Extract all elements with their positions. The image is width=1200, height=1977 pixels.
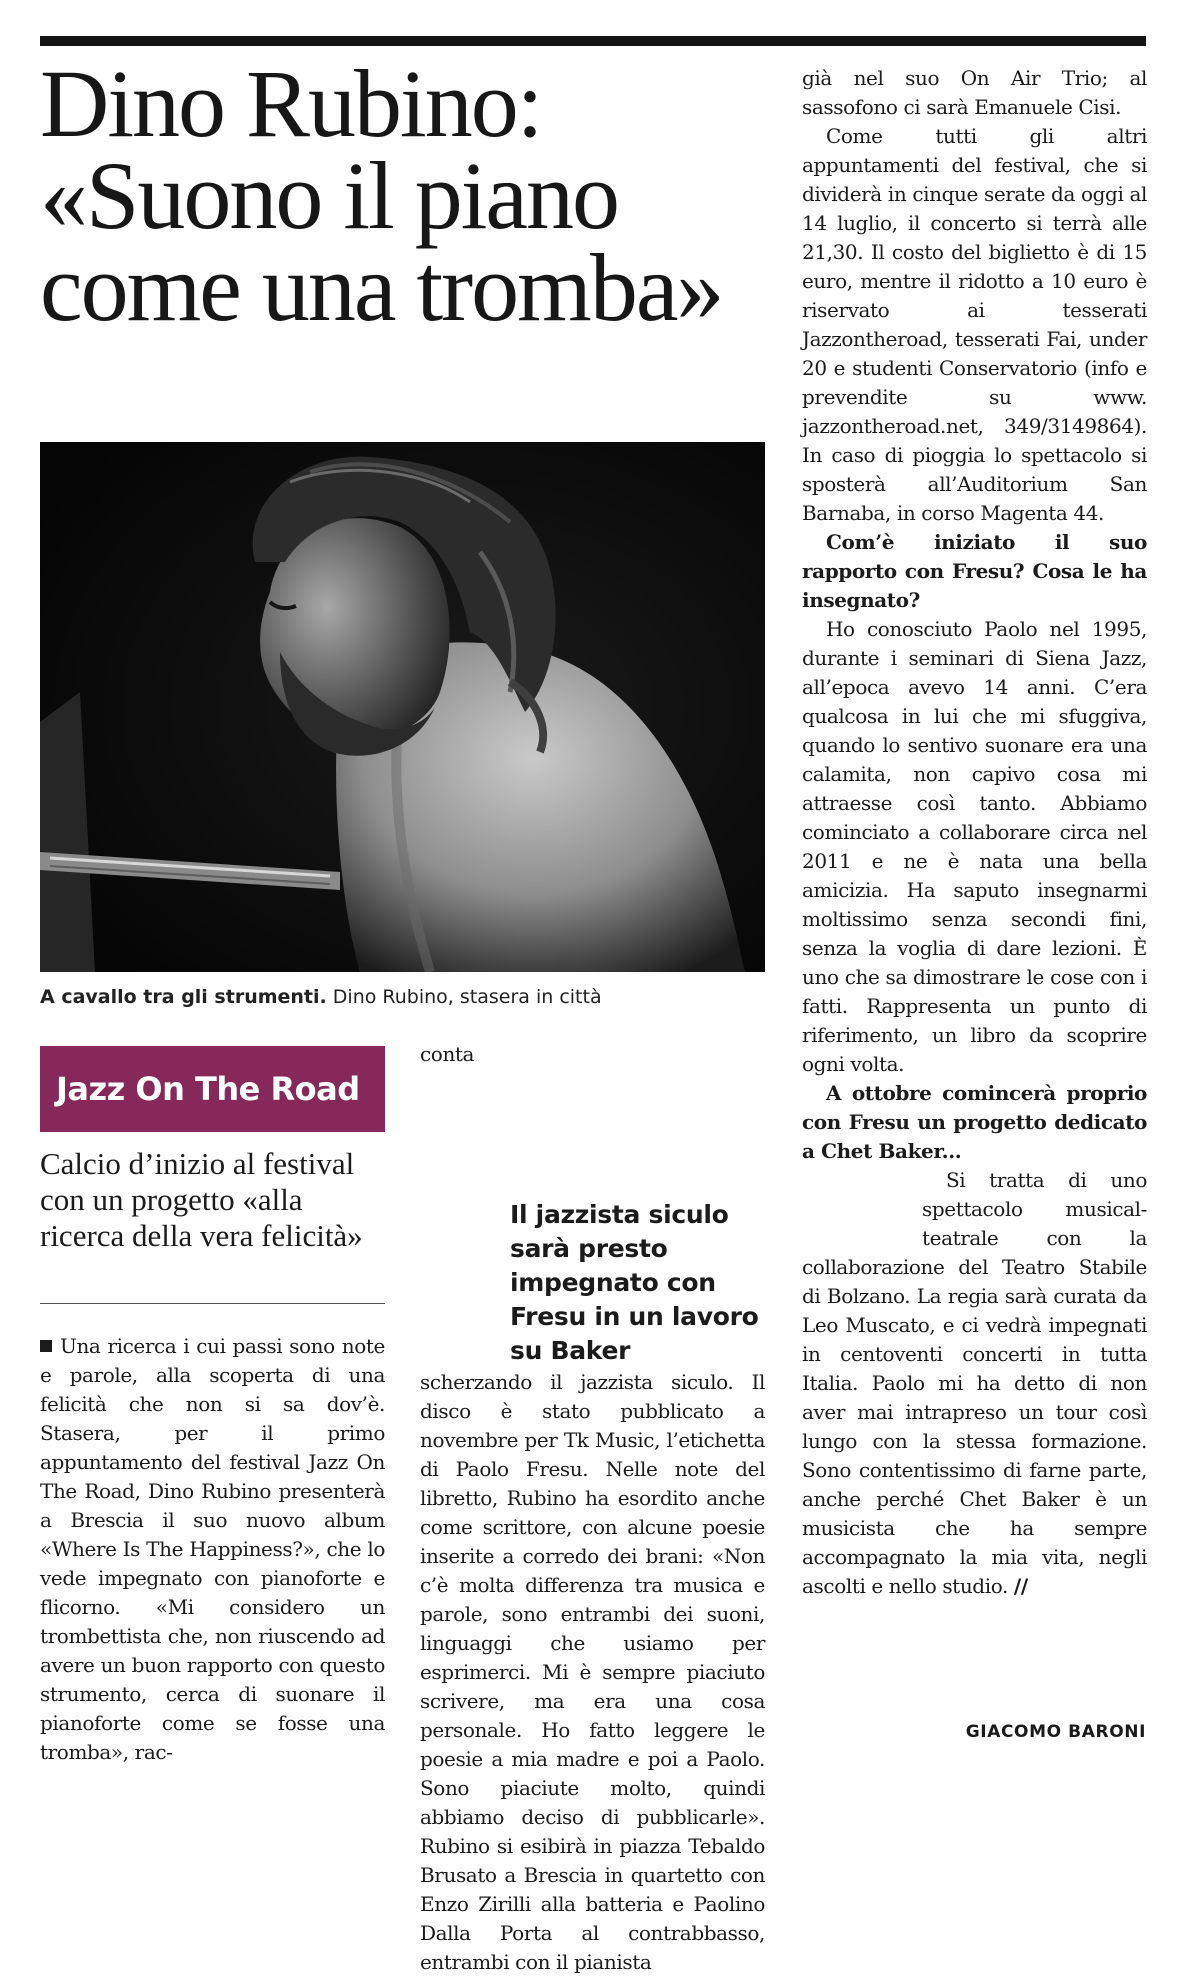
byline: GIACOMO BARONI [965,1722,1146,1742]
deck-subheadline: Calcio d’inizio al festival con un progetto «alla ricerca della vera felicità» [40,1146,363,1253]
headline-line-1: Dino Rubino: [40,50,542,157]
interview-question: A ottobre comincerà proprio con Fresu un progetto dedicato a Chet Baker... [802,1081,1147,1163]
headline-line-2: «Suono il piano [40,142,619,249]
article-paragraph-text: Una ricerca i cui passi sono note e parole, alla scoperta di una felicità che non si sa dov’è. Stasera, per il primo appuntamento del festival Jazz On The Road, Dino Rubino presenterà a Brescia il suo nuovo album «Where Is The Happiness?», che lo vede impegnato con pianoforte e flicorno. «Mi considero un trombettista che, non riuscendo ad avere un buon rapporto con questo strumento, cerca di suonare il pianoforte come se fosse una tromba», rac- [40,1334,385,1764]
article-paragraph: conta scherzando il jazzista siculo. Il disco è stato pubblicato a novembre per Tk Music, l’etichetta di Paolo Fresu. Nelle note del libretto, Rubino ha esordito anche come scrittore, con alcune poesie inserite a corredo dei brani: «Non c’è molta differenza tra musica e parole, sono entrambi dei suoni, linguaggi che usiamo per esprimerci. Mi è sempre piaciuto scrivere, ma era una cosa personale. Ho fatto leggere le poesie a mia madre e poi a Paolo. Sono piaciute molto, quindi abbiamo deciso di pubblicarle». Rubino si esibirà in piazza Tebaldo Brusato a Brescia in quartetto con Enzo Zirilli alla batteria e Paolino Dalla Porta al contrabbasso, entrambi con il pianista [420,1042,765,1974]
article-column-3 [802,64,1147,1601]
caption-text: Dino Rubino, stasera in città [332,986,602,1008]
pull-quote: Il jazzista siculo sarà presto impegnato con Fresu in un lavoro su Baker [510,1200,759,1365]
section-label: Jazz On The Road [56,1070,360,1108]
musician-photo [40,442,765,972]
top-rule [40,36,1146,46]
article-column-2 [420,1040,765,1977]
interview-answer-text: Si tratta di uno spettacolo musical-teatrale con la collaborazione del Teatro Stabile di Bolzano. La regia sarà curata da Leo Muscato, e ci vedrà impegnati in centoventi concerti in tutta Italia. Paolo mi ha detto di non aver mai intrapreso un tour così lungo con la stessa formazione. Sono contentissimo di farne parte, anche perché Chet Baker è un musicista che ha sempre accompagnato la mia vita, negli ascolti e nello studio. [802,1168,1147,1598]
end-mark: // [1013,1574,1028,1598]
deck-divider [40,1303,385,1304]
interview-answer [802,1166,1147,1601]
article-paragraph: Come tutti gli altri appuntamenti del festival, che si dividerà in cinque serate da oggi al 14 luglio, il concerto si terrà alle 21,30. Il costo del biglietto è di 15 euro, mentre il ridotto a 10 euro è riservato ai tesserati Jazzontheroad, tesserati Fai, under 20 e studenti Conservatorio (info e prevendite su www. jazzontheroad.net, 349/3149864). In caso di pioggia lo spettacolo si sposterà all’Auditorium San Barnaba, in corso Magenta 44. [802,124,1147,525]
article-paragraph: già nel suo On Air Trio; al sassofono ci sarà Emanuele Cisi. [802,66,1147,119]
interview-question: Com’è iniziato il suo rapporto con Fresu? Cosa le ha insegnato? [802,530,1147,612]
photo-caption [40,984,765,1010]
interview-answer: Ho conosciuto Paolo nel 1995, durante i seminari di Siena Jazz, all’epoca avevo 14 anni. C’era qualcosa in lui che mi sfuggiva, quando lo sentivo suonare era una calamita, non capivo cosa mi attraesse così tanto. Abbiamo cominciato a collaborare circa nel 2011 e ne è nata una bella amicizia. Ha saputo insegnarmi moltissimo senza secondi fini, senza la voglia di dare lezioni. È uno che sa dimostrare le cose con i fatti. Rappresenta un punto di riferimento, un libro da scoprire ogni volta. [802,617,1147,1076]
article-paragraph [40,1332,385,1767]
article-column-1 [40,1332,385,1767]
section-label-box [40,1046,385,1132]
headline-line-3: come una tromba» [40,234,723,341]
caption-bold: A cavallo tra gli strumenti. [40,986,327,1008]
pull-quote-spacer [510,1040,765,1198]
musician-photo-illustration [40,442,765,972]
pull-quote-spacer [802,1166,922,1226]
headline [40,50,780,341]
bullet-square-icon [40,1340,52,1352]
